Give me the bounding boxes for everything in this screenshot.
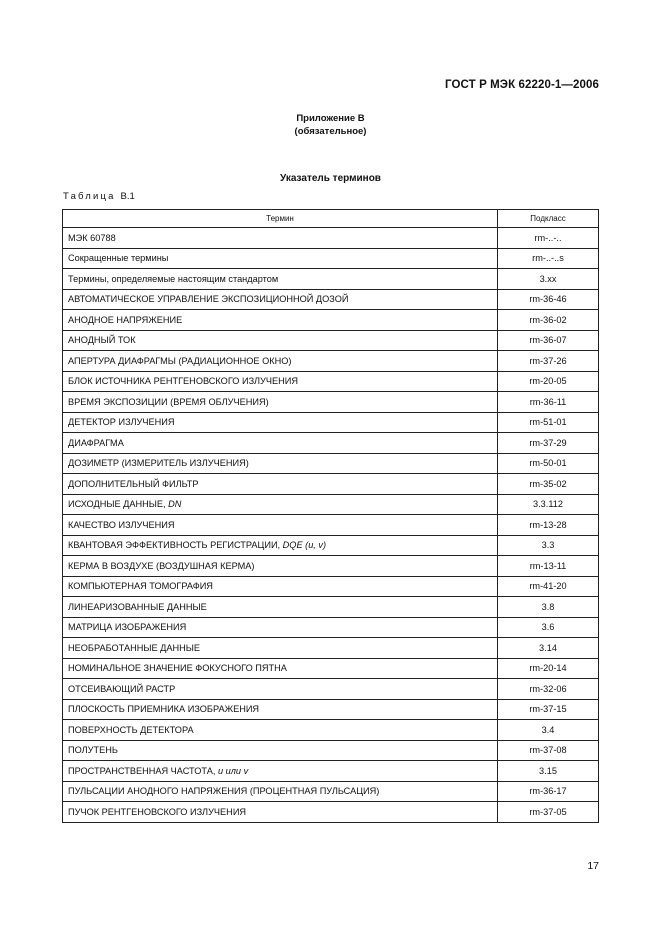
appendix-title: Приложение В <box>296 113 365 124</box>
term-text: ИСХОДНЫЕ ДАННЫЕ, <box>68 499 169 510</box>
term-text: ПЛОСКОСТЬ ПРИЕМНИКА ИЗОБРАЖЕНИЯ <box>68 704 260 715</box>
subclass-cell: rm-13-28 <box>498 515 599 536</box>
subclass-cell: rm-13-11 <box>498 556 599 577</box>
index-title: Указатель терминов <box>280 173 381 184</box>
term-cell <box>63 412 498 433</box>
term-cell <box>63 351 498 372</box>
term-text: Сокращенные термины <box>68 253 169 264</box>
subclass-cell: rm-37-29 <box>498 433 599 454</box>
term-text: ПОЛУТЕНЬ <box>68 745 118 756</box>
table-row <box>63 720 599 741</box>
table-row <box>63 761 599 782</box>
table-row <box>63 597 599 618</box>
subclass-cell: rm-20-05 <box>498 371 599 392</box>
term-cell <box>63 740 498 761</box>
subclass-cell: rm-41-20 <box>498 576 599 597</box>
term-text: ВРЕМЯ ЭКСПОЗИЦИИ (ВРЕМЯ ОБЛУЧЕНИЯ) <box>68 396 269 407</box>
term-cell <box>63 269 498 290</box>
term-cell <box>63 371 498 392</box>
term-text: ПУЛЬСАЦИИ АНОДНОГО НАПРЯЖЕНИЯ (ПРОЦЕНТНАЯ ПУЛЬСАЦИЯ) <box>68 786 380 797</box>
subclass-cell: rm-36-17 <box>498 781 599 802</box>
subclass-cell: rm-35-02 <box>498 474 599 495</box>
term-cell <box>63 433 498 454</box>
table-row <box>63 474 599 495</box>
table-row <box>63 371 599 392</box>
term-text: НОМИНАЛЬНОЕ ЗНАЧЕНИЕ ФОКУСНОГО ПЯТНА <box>68 663 287 674</box>
subclass-cell: 3.14 <box>498 638 599 659</box>
terms-table <box>62 209 599 823</box>
subclass-cell: rm-..-.. <box>498 228 599 249</box>
page-number: 17 <box>587 860 599 872</box>
appendix-subtitle: (обязательное) <box>294 126 367 137</box>
term-cell <box>63 494 498 515</box>
subclass-cell: rm-50-01 <box>498 453 599 474</box>
term-text: КЕРМА В ВОЗДУХЕ (ВОЗДУШНАЯ КЕРМА) <box>68 560 255 571</box>
subclass-cell: rm-36-46 <box>498 289 599 310</box>
term-text: ДОЗИМЕТР (ИЗМЕРИТЕЛЬ ИЗЛУЧЕНИЯ) <box>68 458 249 469</box>
table-row <box>63 433 599 454</box>
term-cell <box>63 556 498 577</box>
table-row <box>63 802 599 823</box>
term-cell <box>63 535 498 556</box>
term-symbol: DN <box>168 499 182 510</box>
term-text: ДОПОЛНИТЕЛЬНЫЙ ФИЛЬТР <box>68 478 199 489</box>
term-cell <box>63 248 498 269</box>
table-label-word: Таблица <box>63 191 116 202</box>
subclass-cell: rm-37-05 <box>498 802 599 823</box>
term-text: АВТОМАТИЧЕСКОЕ УПРАВЛЕНИЕ ЭКСПОЗИЦИОННОЙ ДОЗОЙ <box>68 294 349 305</box>
term-cell <box>63 597 498 618</box>
table-row <box>63 494 599 515</box>
table-header-row <box>63 210 599 228</box>
term-cell <box>63 638 498 659</box>
table-row <box>63 638 599 659</box>
subclass-cell: rm-37-08 <box>498 740 599 761</box>
table-row <box>63 228 599 249</box>
subclass-cell: 3.8 <box>498 597 599 618</box>
table-row <box>63 412 599 433</box>
term-cell <box>63 699 498 720</box>
table-row <box>63 535 599 556</box>
term-cell <box>63 802 498 823</box>
table-row <box>63 617 599 638</box>
table-row <box>63 453 599 474</box>
document-code: ГОСТ Р МЭК 62220-1—2006 <box>445 79 599 91</box>
table-row <box>63 781 599 802</box>
table-row <box>63 699 599 720</box>
table-row <box>63 515 599 536</box>
table-row <box>63 658 599 679</box>
term-text: ПУЧОК РЕНТГЕНОВСКОГО ИЗЛУЧЕНИЯ <box>68 806 247 817</box>
term-cell <box>63 289 498 310</box>
term-text: ОТСЕИВАЮЩИЙ РАСТР <box>68 683 176 694</box>
table-row <box>63 269 599 290</box>
term-cell <box>63 228 498 249</box>
term-cell <box>63 658 498 679</box>
terms-table-body <box>63 228 599 823</box>
subclass-cell: 3.3 <box>498 535 599 556</box>
term-text: БЛОК ИСТОЧНИКА РЕНТГЕНОВСКОГО ИЗЛУЧЕНИЯ <box>68 376 299 387</box>
subclass-cell: rm-..-..s <box>498 248 599 269</box>
term-cell <box>63 330 498 351</box>
table-row <box>63 351 599 372</box>
term-text: МЭК 60788 <box>68 232 116 243</box>
term-text: ДИАФРАГМА <box>68 437 124 448</box>
subclass-cell: rm-36-07 <box>498 330 599 351</box>
subclass-cell: 3.3.112 <box>498 494 599 515</box>
subclass-cell: rm-32-06 <box>498 679 599 700</box>
table-row <box>63 392 599 413</box>
term-text: МАТРИЦА ИЗОБРАЖЕНИЯ <box>68 622 187 633</box>
table-row <box>63 679 599 700</box>
term-text: АНОДНОЕ НАПРЯЖЕНИЕ <box>68 314 183 325</box>
subclass-cell: 3.xx <box>498 269 599 290</box>
term-symbol: DQE <box>282 540 303 551</box>
term-cell <box>63 679 498 700</box>
term-cell <box>63 310 498 331</box>
term-cell <box>63 474 498 495</box>
appendix-heading <box>0 112 661 138</box>
term-text: ЛИНЕАРИЗОВАННЫЕ ДАННЫЕ <box>68 601 207 612</box>
term-text: АПЕРТУРА ДИАФРАГМЫ (РАДИАЦИОННОЕ ОКНО) <box>68 355 292 366</box>
table-row <box>63 248 599 269</box>
subclass-cell: rm-36-02 <box>498 310 599 331</box>
column-header-subclass: Подкласс <box>498 210 599 228</box>
term-cell <box>63 761 498 782</box>
term-cell <box>63 617 498 638</box>
table-row <box>63 310 599 331</box>
term-text: КАЧЕСТВО ИЗЛУЧЕНИЯ <box>68 519 175 530</box>
term-cell <box>63 576 498 597</box>
term-cell <box>63 781 498 802</box>
term-cell <box>63 720 498 741</box>
term-text: ПРОСТРАНСТВЕННАЯ ЧАСТОТА, <box>68 765 218 776</box>
term-cell <box>63 453 498 474</box>
term-cell <box>63 392 498 413</box>
subclass-cell: 3.15 <box>498 761 599 782</box>
term-symbol: u или v <box>217 765 249 776</box>
subclass-cell: 3.4 <box>498 720 599 741</box>
table-row <box>63 330 599 351</box>
table-row <box>63 740 599 761</box>
term-symbol-args: (u, v) <box>302 540 327 551</box>
subclass-cell: rm-36-11 <box>498 392 599 413</box>
term-text: АНОДНЫЙ ТОК <box>68 335 136 346</box>
term-cell <box>63 515 498 536</box>
subclass-cell: rm-51-01 <box>498 412 599 433</box>
column-header-term: Термин <box>63 210 498 228</box>
term-text: КОМПЬЮТЕРНАЯ ТОМОГРАФИЯ <box>68 581 213 592</box>
subclass-cell: rm-37-15 <box>498 699 599 720</box>
term-text: КВАНТОВАЯ ЭФФЕКТИВНОСТЬ РЕГИСТРАЦИИ, <box>68 540 283 551</box>
term-text: Термины, определяемые настоящим стандартом <box>68 273 279 284</box>
table-label <box>63 191 135 202</box>
term-text: ДЕТЕКТОР ИЗЛУЧЕНИЯ <box>68 417 175 428</box>
subclass-cell: 3.6 <box>498 617 599 638</box>
term-text: ПОВЕРХНОСТЬ ДЕТЕКТОРА <box>68 724 194 735</box>
table-row <box>63 556 599 577</box>
table-label-number: В.1 <box>120 191 135 202</box>
table-row <box>63 576 599 597</box>
subclass-cell: rm-37-26 <box>498 351 599 372</box>
term-text: НЕОБРАБОТАННЫЕ ДАННЫЕ <box>68 642 201 653</box>
table-row <box>63 289 599 310</box>
subclass-cell: rm-20-14 <box>498 658 599 679</box>
